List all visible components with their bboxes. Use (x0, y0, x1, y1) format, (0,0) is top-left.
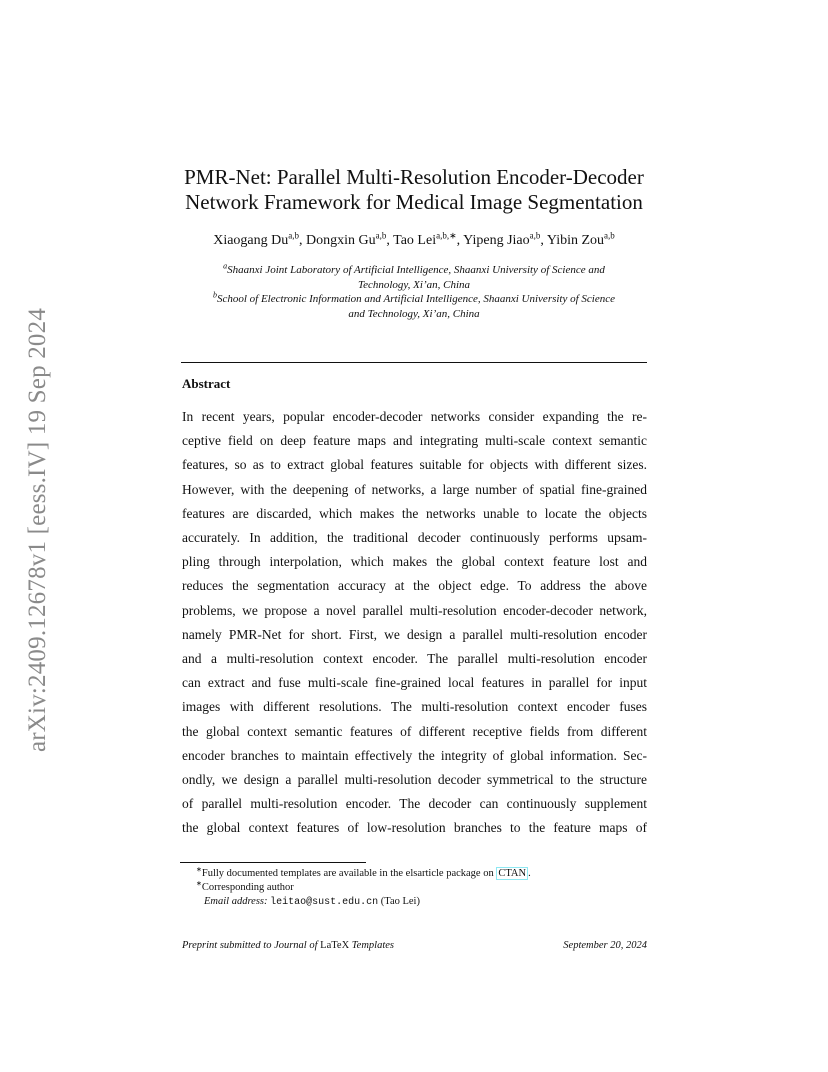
abstract-line: the global context features of low-resolution branches to the feature maps of (182, 820, 647, 836)
footer-date: September 20, 2024 (563, 940, 647, 951)
abstract-line: features, so as to extract global features suitable for objects with different sizes. (182, 457, 647, 473)
affiliation-text: Shaanxi Joint Laboratory of Artificial Intelligence, Shaanxi University of Science and (227, 264, 605, 276)
abstract-line: the global context semantic features of different receptive fields from different (182, 723, 647, 739)
affiliation-text: and Technology, Xi’an, China (348, 307, 480, 320)
abstract-line: and a multi-resolution context encoder. The parallel multi-resolution encoder (182, 651, 647, 667)
abstract-line: accurately. In addition, the traditional decoder continuously performs upsam- (182, 530, 647, 546)
abstract-line: of parallel multi-resolution encoder. The decoder can continuously supplement (182, 796, 647, 812)
title-line-1: PMR-Net: Parallel Multi-Resolution Encoder-Decoder (184, 165, 644, 189)
affiliation-text: Technology, Xi’an, China (357, 278, 471, 291)
affiliation-list (180, 263, 648, 321)
email-label: Email address: (204, 896, 268, 907)
author-name: Xiaogang Du (213, 233, 289, 248)
author-name: Tao Lei (393, 233, 437, 248)
author-name: Yibin Zou (546, 233, 605, 248)
footnote-divider (180, 862, 366, 863)
author-list: Xiaogang Du$^{a,b}$, Dongxin Gu$^{a,b}$, Tao Lei$^{a,b,∗}$, Yipeng Jiao$^{a,b}$, Yibin Zou$^{a,b}$ (213, 230, 615, 248)
abstract-line: encoder branches to maintain effectively the integrity of global information. Sec- (182, 747, 647, 763)
abstract-line: reduces the segmentation accuracy at the object edge. To address the above (182, 578, 647, 594)
email-owner: (Tao Lei) (380, 896, 420, 907)
author-affil-mark: a,b (288, 230, 300, 241)
footnote-mark: ∗ (196, 865, 202, 874)
author-affil-mark: a,b (375, 230, 387, 241)
title-line-2: Network Framework for Medical Image Segmentation (185, 190, 643, 214)
abstract-line: features are discarded, which makes the networks unable to locate the objects (182, 505, 647, 521)
author-affil-mark: a,b,∗ (436, 230, 457, 241)
paper-title (0, 165, 828, 215)
author-affil-mark: a,b (604, 230, 615, 241)
author-name: Dongxin Gu (306, 233, 376, 248)
footnote-templates: ∗Fully documented templates are available in the elsarticle package on CTAN . (196, 865, 531, 879)
footnote-mark: ∗ (196, 879, 202, 888)
ctan-link[interactable]: CTAN (498, 868, 527, 879)
author-name: Yipeng Jiao (463, 233, 530, 248)
divider (181, 362, 647, 363)
abstract-line: pling through interpolation, which makes the global context feature lost and (182, 554, 647, 570)
affiliation-mark: a (223, 261, 228, 271)
abstract-line: However, with the deepening of networks, a large number of spatial fine-grained (182, 481, 647, 497)
footnote-email (196, 895, 531, 910)
email-address[interactable]: leitao@sust.edu.cn (270, 897, 379, 908)
affiliation-a (180, 263, 648, 292)
abstract-body (182, 405, 647, 841)
footer-journal: Preprint submitted to Journal of LaTeX Templates (182, 940, 394, 951)
footnote-corresponding: ∗Corresponding author (196, 879, 294, 893)
affiliation-b (180, 292, 648, 321)
abstract-heading: Abstract (182, 376, 231, 391)
abstract-line: problems, we propose a novel parallel multi-resolution encoder-decoder network, (182, 602, 647, 618)
affiliation-mark: b (212, 290, 217, 300)
author-affil-mark: a,b (529, 230, 541, 241)
abstract-line: namely PMR-Net for short. First, we design a parallel multi-resolution encoder (182, 626, 647, 642)
abstract-line: ondly, we design a parallel multi-resolution decoder symmetrical to the structure (182, 772, 647, 788)
affiliation-text: School of Electronic Information and Artificial Intelligence, Shaanxi University of Science (216, 293, 616, 305)
arxiv-identifier[interactable]: arXiv:2409.12678v1 [eess.IV] 19 Sep 2024 (24, 307, 51, 753)
abstract-line: ceptive field on deep feature maps and integrating multi-scale context semantic (182, 433, 647, 449)
abstract-line: can extract and fuse multi-scale fine-grained local features in parallel for input (182, 675, 647, 691)
footnotes (196, 867, 531, 910)
abstract-line: images with different resolutions. The multi-resolution context encoder fuses (182, 699, 647, 715)
abstract-line: In recent years, popular encoder-decoder networks consider expanding the re- (182, 409, 647, 424)
latex-logo: LaTeX (320, 940, 350, 951)
